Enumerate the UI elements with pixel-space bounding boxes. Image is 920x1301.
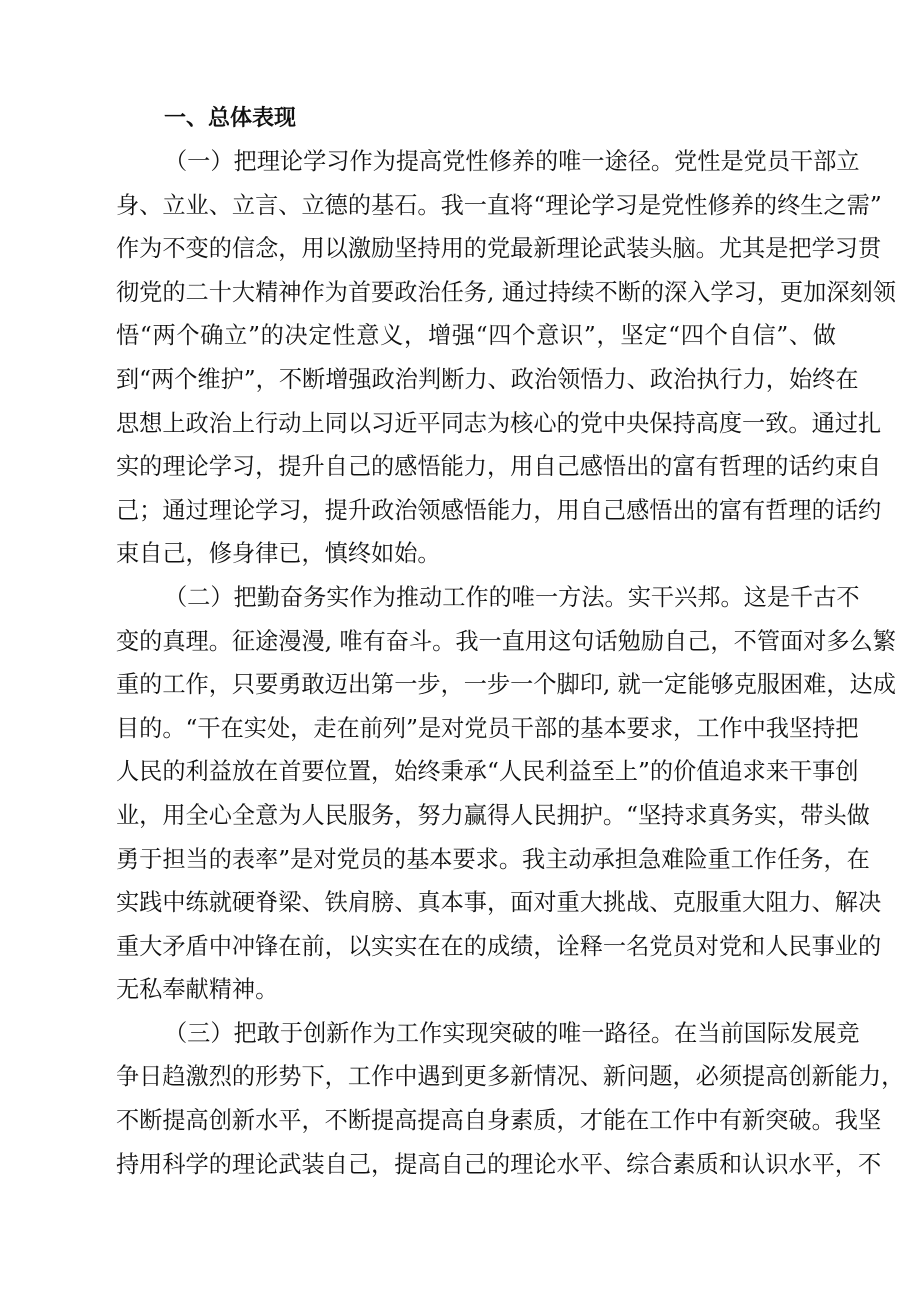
paragraph-line: 身、立业、立言、立德的基石。我一直将“理论学习是党性修养的终生之需” — [116, 191, 882, 219]
paragraph-line: 持用科学的理论武装自己，提高自己的理论水平、综合素质和认识水平，不 — [116, 1150, 882, 1178]
paragraph-line: 重的工作，只要勇敢迈出第一步，一步一个脚印, 就一定能够克服困难，达成 — [116, 671, 896, 699]
paragraph-line: 争日趋激烈的形势下，工作中遇到更多新情况、新问题，必须提高创新能力， — [116, 1063, 905, 1091]
paragraph-3 — [116, 1012, 905, 1186]
paragraph-line: 束自己，修身律已，慎终如始。 — [116, 540, 441, 568]
paragraph-line: 人民的利益放在首要位置，始终秉承“人民利益至上”的价值追求来干事创 — [116, 758, 859, 786]
paragraph-line: 勇于担当的表率”是对党员的基本要求。我主动承担急难险重工作任务，在 — [116, 845, 870, 873]
document-body — [116, 140, 905, 1186]
paragraph-line: （二）把勤奋务实作为推动工作的唯一方法。实干兴邦。这是千古不 — [164, 583, 860, 611]
paragraph-line: 彻党的二十大精神作为首要政治任务, 通过持续不断的深入学习，更加深刻领 — [116, 278, 896, 306]
paragraph-line: 作为不变的信念，用以激励坚持用的党最新理论武装头脑。尤其是把学习贯 — [116, 235, 882, 263]
paragraph-line: 变的真理。征途漫漫, 唯有奋斗。我一直用这句话勉励自己，不管面对多么繁 — [116, 627, 896, 655]
paragraph-line: 目的。“干在实处，走在前列”是对党员干部的基本要求，工作中我坚持把 — [116, 714, 859, 742]
paragraph-line: 实践中练就硬脊梁、铁肩膀、真本事，面对重大挑战、克服重大阻力、解决 — [116, 889, 882, 917]
paragraph-line: 到“两个维护”，不断增强政治判断力、政治领悟力、政治执行力，始终在 — [116, 365, 859, 393]
paragraph-2 — [116, 576, 896, 1012]
paragraph-line: 重大矛盾中冲锋在前，以实实在在的成绩，诠释一名党员对党和人民事业的 — [116, 932, 882, 960]
paragraph-line: 悟“两个确立”的决定性意义，增强“四个意识”，坚定“四个自信”、做 — [116, 322, 836, 350]
paragraph-line: 不断提高创新水平，不断提高提高自身素质，才能在工作中有新突破。我坚 — [116, 1107, 882, 1135]
paragraph-line: （三）把敢于创新作为工作实现突破的唯一路径。在当前国际发展竞 — [164, 1019, 860, 1047]
paragraph-line: 思想上政治上行动上同以习近平同志为核心的党中央保持高度一致。通过扎 — [116, 409, 882, 437]
paragraph-line: （一）把理论学习作为提高党性修养的唯一途径。党性是党员干部立 — [164, 148, 860, 175]
paragraph-line: 实的理论学习，提升自己的感悟能力，用自己感悟出的富有哲理的话约束自 — [116, 453, 882, 481]
paragraph-line: 己；通过理论学习，提升政治领感悟能力，用自己感悟出的富有哲理的话约 — [116, 496, 882, 524]
paragraph-line: 业，用全心全意为人民服务，努力赢得人民拥护。“坚持求真务实，带头做 — [116, 801, 870, 829]
section-heading: 一、总体表现 — [164, 106, 297, 131]
paragraph-1 — [116, 140, 896, 576]
paragraph-line: 无私奉献精神。 — [116, 976, 279, 1004]
